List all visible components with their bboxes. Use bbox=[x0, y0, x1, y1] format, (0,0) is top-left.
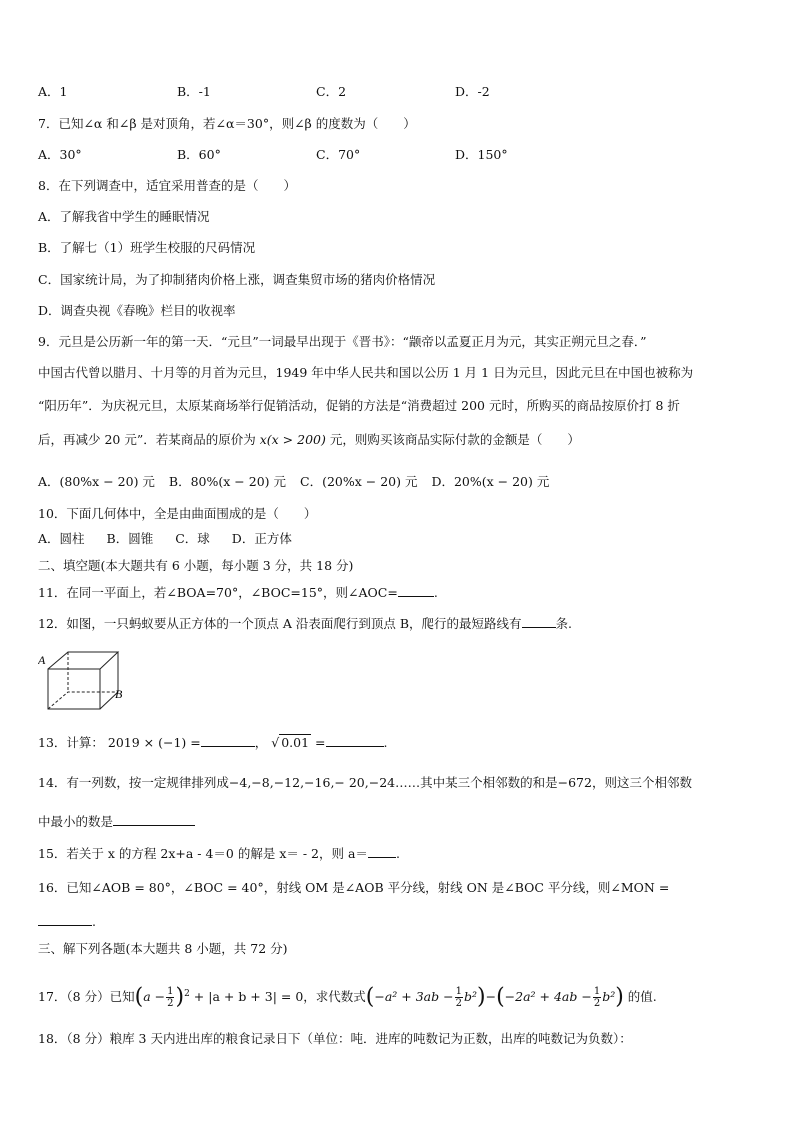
q17 bbox=[38, 980, 764, 1008]
q7-option-d: D．150° bbox=[455, 147, 508, 162]
q16-line-2 bbox=[38, 913, 764, 930]
q12-answer-blank bbox=[522, 615, 556, 628]
q8-stem: 8．在下列调查中，适宜采用普查的是（ ） bbox=[38, 178, 296, 193]
q14-line-2 bbox=[38, 813, 764, 830]
cube-hidden-edges bbox=[48, 692, 118, 709]
q15-stem: 15．若关于 x 的方程 2x+a - 4＝0 的解是 x＝ - 2，则 a＝ bbox=[38, 846, 368, 861]
q17-term-a: a − bbox=[143, 989, 166, 1005]
q10-option-a: A．圆柱 bbox=[38, 531, 85, 546]
q14-answer-blank bbox=[113, 813, 195, 826]
q17-paren-close-1: ) bbox=[175, 984, 185, 1010]
fraction-numerator: 1 bbox=[167, 986, 174, 998]
q17-paren-open-2: ( bbox=[365, 984, 375, 1010]
q17-square: 2 bbox=[184, 989, 190, 999]
q15-answer-blank bbox=[368, 845, 396, 858]
q9-price-expression: x(x > 200) bbox=[259, 432, 326, 447]
q16-end: . bbox=[92, 914, 96, 929]
q10-option-c: C．球 bbox=[175, 531, 210, 546]
q6-option-c: C．2 bbox=[316, 84, 347, 99]
q8-option-c: C．国家统计局，为了抑制猪肉价格上涨，调查集贸市场的猪肉价格情况 bbox=[38, 272, 436, 287]
q17-fraction-half-2 bbox=[455, 986, 463, 1009]
q8-option-b: B．了解七（1）班学生校服的尺码情况 bbox=[38, 240, 256, 255]
q9-option-a: A．(80%x − 20) 元 bbox=[38, 474, 155, 489]
q7-options bbox=[38, 147, 764, 163]
fraction-denominator: 2 bbox=[455, 998, 462, 1010]
q17-paren-close-3: ) bbox=[615, 984, 624, 1010]
q6-option-a: A．1 bbox=[38, 84, 68, 99]
q13-expression-1: 2019 × (−1) = bbox=[107, 735, 201, 750]
q17-paren-open-3: ( bbox=[496, 984, 505, 1010]
q13-sqrt-symbol: √ bbox=[271, 735, 280, 750]
cube-figure bbox=[38, 648, 128, 714]
q9-option-c: C．(20%x − 20) 元 bbox=[300, 474, 418, 489]
q17-fraction-half-1 bbox=[166, 986, 174, 1009]
q8-option-d: D．调查央视《春晚》栏目的收视率 bbox=[38, 303, 236, 318]
q17-label: 17．（8 分）已知 bbox=[38, 989, 135, 1005]
section-2-heading: 二、填空题(本大题共有 6 小题，每小题 3 分，共 18 分) bbox=[38, 558, 354, 573]
fraction-numerator: 1 bbox=[455, 986, 462, 998]
cube-top-face bbox=[48, 652, 118, 669]
q9-option-b: B．80%(x − 20) 元 bbox=[168, 474, 286, 489]
section-3-heading: 三、解下列各题(本大题共 8 小题，共 72 分) bbox=[38, 941, 288, 956]
fraction-denominator: 2 bbox=[593, 998, 601, 1010]
q16-line-1: 16．已知∠AOB = 80°，∠BOC = 40°，射线 OM 是∠AOB 平分线，射线 ON 是∠BOC 平分线，则∠MON = bbox=[38, 880, 670, 895]
q13-comma: ， bbox=[254, 735, 268, 750]
q14-line-1: 14．有一列数，按一定规律排列成−4,−8,−12,−16,− 20,−24……其中某三个相邻数的和是−672，则这三个相邻数 bbox=[38, 775, 692, 790]
q13-equals: = bbox=[315, 735, 326, 750]
q13-sqrt-radicand: 0.01 bbox=[281, 735, 310, 750]
q16-answer-blank bbox=[38, 913, 92, 926]
q11-answer-blank bbox=[398, 584, 434, 597]
q12-stem: 12．如图，一只蚂蚁要从正方体的一个顶点 A 沿表面爬行到顶点 B，爬行的最短路线有 bbox=[38, 616, 522, 631]
q7-stem: 7．已知∠α 和∠β 是对顶角，若∠α＝30°，则∠β 的度数为（ ） bbox=[38, 116, 416, 131]
q17-fraction-half-3 bbox=[593, 986, 601, 1009]
q18-stem: 18．（8 分）粮库 3 天内进出库的粮食记录日下（单位：吨．进库的吨数记为正数，出库的吨数记为负数）： bbox=[38, 1031, 632, 1046]
q11-stem: 11．在同一平面上，若∠BOA=70°，∠BOC=15°，则∠AOC= bbox=[38, 585, 398, 600]
q11-end: . bbox=[433, 585, 438, 600]
q6-option-b: B．-1 bbox=[177, 84, 211, 99]
q7-option-c: C．70° bbox=[316, 147, 361, 162]
q7-option-a: A．30° bbox=[38, 147, 82, 162]
cube-front-face bbox=[48, 669, 100, 709]
q9-line-3: “阳历年”．为庆祝元旦，太原某商场举行促销活动，促销的方法是“消费超过 200 元时，所购买的商品按原价打 8 折 bbox=[38, 398, 680, 413]
q14-line-2-text: 中最小的数是 bbox=[38, 814, 114, 829]
q17-paren-close-2: ) bbox=[476, 984, 486, 1010]
q9-line-4 bbox=[38, 432, 764, 448]
q17-minus: − bbox=[485, 989, 497, 1005]
q9-options bbox=[38, 474, 764, 490]
q17-paren-open-1: ( bbox=[134, 984, 144, 1010]
q9-line-1: 9．元旦是公历新一年的第一天．“元旦”一词最早出现于《晋书》：“颛帝以孟夏正月为元，其实正朔元旦之春．” bbox=[38, 334, 647, 349]
q10-stem: 10．下面几何体中，全是由曲面围成的是（ ） bbox=[38, 506, 317, 521]
q9-line-4-end: 元，则购买该商品实际付款的金额是（ ） bbox=[329, 432, 580, 447]
q15 bbox=[38, 845, 764, 862]
q17-expression-1: −a² + 3ab − bbox=[374, 989, 454, 1005]
fraction-denominator: 2 bbox=[167, 998, 174, 1010]
q17-expression-2: −2a² + 4ab − bbox=[504, 989, 592, 1005]
q6-option-d: D．-2 bbox=[455, 84, 490, 99]
q12 bbox=[38, 615, 764, 632]
q17-b-squared-2: b² bbox=[602, 989, 616, 1005]
q13-blank-2 bbox=[326, 734, 384, 747]
cube-label-b: B bbox=[115, 687, 123, 701]
q10-option-d: D．正方体 bbox=[231, 531, 292, 546]
q8-option-a: A．了解我省中学生的睡眠情况 bbox=[38, 209, 210, 224]
q6-options bbox=[38, 84, 764, 100]
q13-blank-1 bbox=[201, 734, 255, 747]
q9-option-d: D．20%(x − 20) 元 bbox=[431, 474, 550, 489]
q13-label: 13．计算： bbox=[38, 735, 104, 750]
q10-options bbox=[38, 531, 764, 547]
q17-condition: + |a + b + 3| = 0，求代数式 bbox=[193, 989, 366, 1005]
q12-end: 条. bbox=[555, 616, 573, 631]
q17-b-squared-1: b² bbox=[463, 989, 477, 1005]
q17-end: 的值. bbox=[627, 989, 657, 1005]
q10-option-b: B．圆锥 bbox=[106, 531, 154, 546]
q13 bbox=[38, 734, 764, 751]
cube-label-a: A bbox=[38, 653, 46, 667]
q11 bbox=[38, 584, 764, 601]
q15-end: . bbox=[395, 846, 400, 861]
fraction-numerator: 1 bbox=[593, 986, 601, 998]
q7-option-b: B．60° bbox=[177, 147, 221, 162]
q13-end: . bbox=[383, 735, 388, 750]
q9-line-2: 中国古代曾以腊月、十月等的月首为元旦，1949 年中华人民共和国以公历 1 月 1 日为元旦，因此元旦在中国也被称为 bbox=[38, 365, 694, 380]
q9-line-4-text: 后，再减少 20 元”．若某商品的原价为 bbox=[38, 432, 256, 447]
